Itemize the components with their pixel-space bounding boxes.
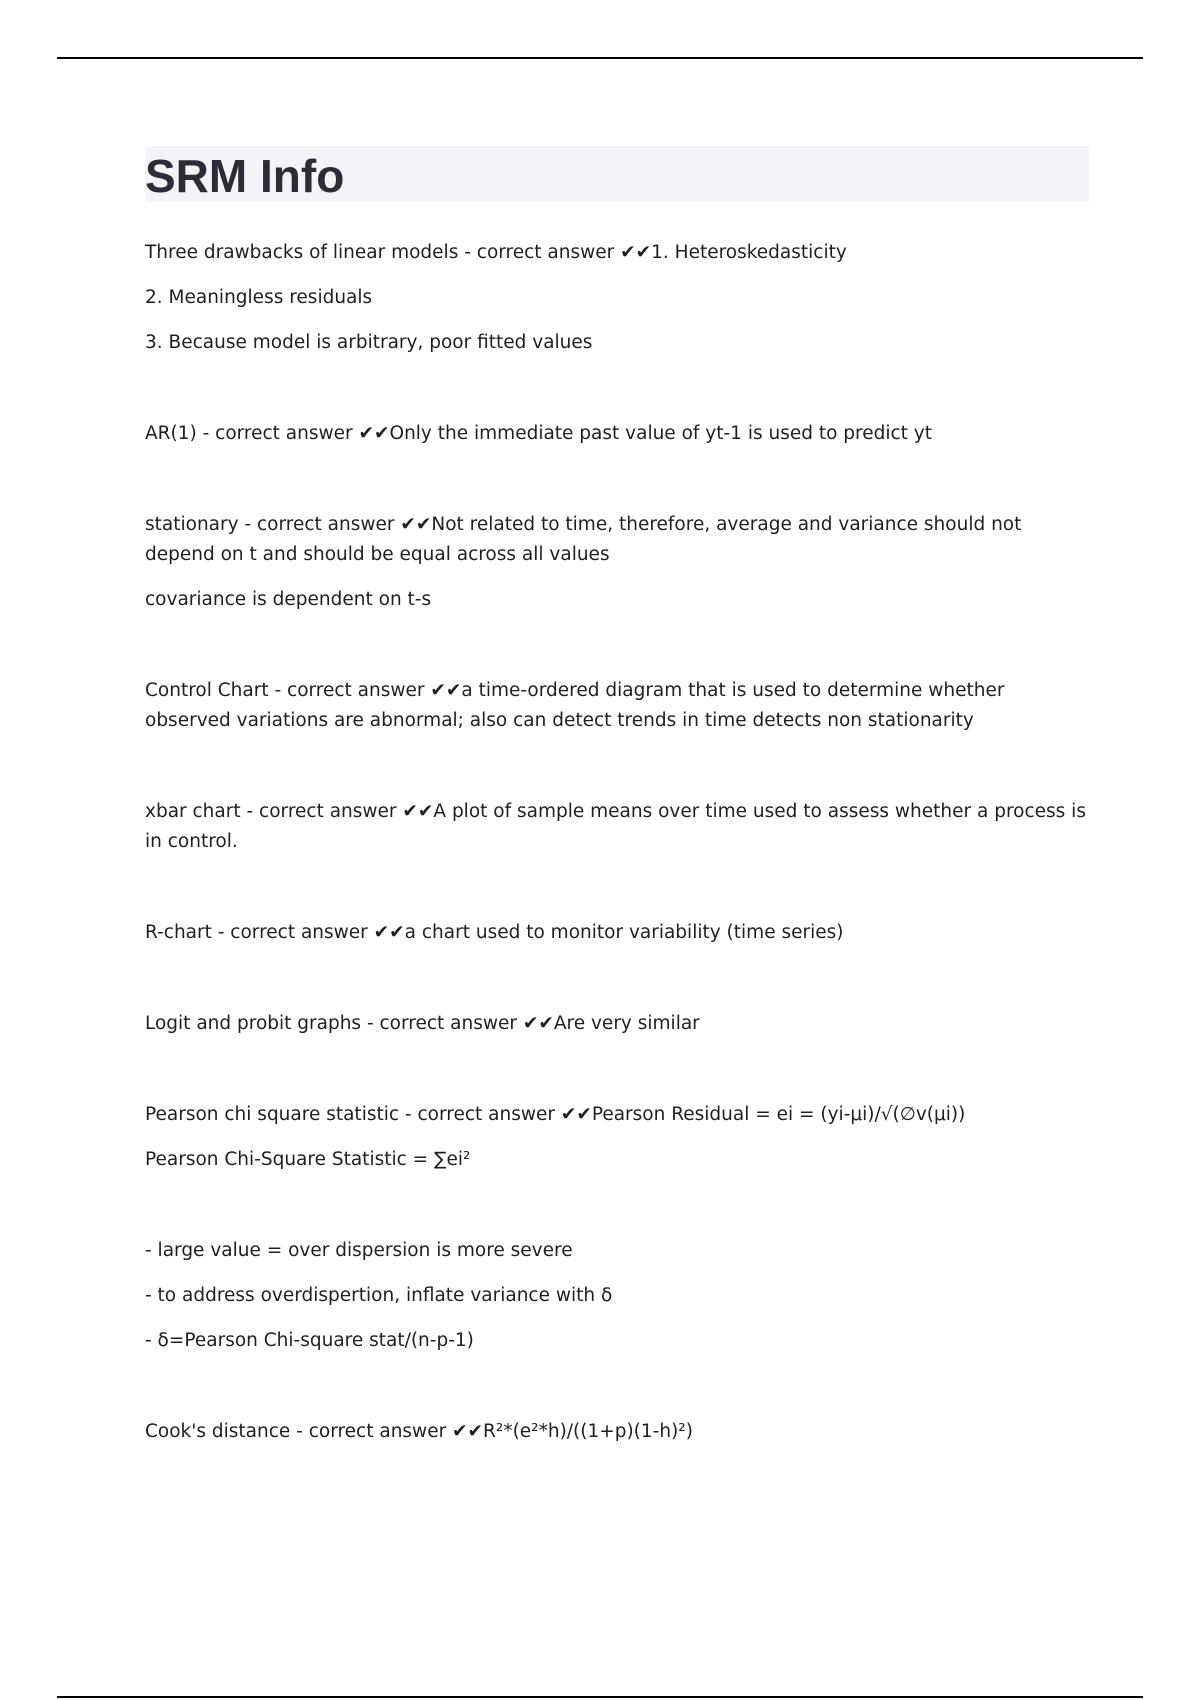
qa-paragraph: Control Chart - correct answer ✔✔a time-ordered diagram that is used to determine whether observed variations are abnormal; also can detect trends in time detects non stationarity [145,680,1005,731]
qa-block-pearson-chi-square [145,1100,1089,1175]
page-title: SRM Info [145,150,345,202]
qa-paragraph: Three drawbacks of linear models - correct answer ✔✔1. Heteroskedasticity [145,242,847,263]
qa-block-stationary [145,510,1089,615]
qa-paragraph: covariance is dependent on t-s [145,589,432,610]
top-rule [57,57,1143,59]
qa-block-control-chart [145,676,1089,736]
qa-block-overdispersion-notes [145,1236,1089,1356]
qa-paragraph: Pearson Chi-Square Statistic = ∑ei² [145,1149,471,1170]
title-banner [145,146,1089,202]
qa-paragraph: Pearson chi square statistic - correct answer ✔✔Pearson Residual = ei = (yi-μi)/√(∅v(μi)) [145,1104,966,1125]
qa-paragraph: stationary - correct answer ✔✔Not related to time, therefore, average and variance should not depend on t and should be equal across all values [145,514,1022,565]
document-content [145,146,1089,1462]
qa-paragraph: R-chart - correct answer ✔✔a chart used to monitor variability (time series) [145,922,844,943]
qa-block-cooks-distance [145,1417,1089,1447]
qa-paragraph: - to address overdispertion, inflate variance with δ [145,1285,613,1306]
qa-paragraph: xbar chart - correct answer ✔✔A plot of sample means over time used to assess whether a process is in control. [145,801,1086,852]
qa-paragraph: 3. Because model is arbitrary, poor fitted values [145,332,593,353]
bottom-rule [57,1696,1143,1698]
qa-block-xbar-chart [145,797,1089,857]
qa-block-r-chart [145,918,1089,948]
qa-paragraph: - large value = over dispersion is more severe [145,1240,573,1261]
qa-block-linear-drawbacks [145,238,1089,358]
qa-paragraph: 2. Meaningless residuals [145,287,373,308]
qa-block-logit-probit [145,1009,1089,1039]
qa-paragraph: - δ=Pearson Chi-square stat/(n-p-1) [145,1330,474,1351]
qa-block-ar1 [145,419,1089,449]
qa-paragraph: Logit and probit graphs - correct answer ✔✔Are very similar [145,1013,700,1034]
qa-paragraph: AR(1) - correct answer ✔✔Only the immediate past value of yt-1 is used to predict yt [145,423,933,444]
qa-paragraph: Cook's distance - correct answer ✔✔R²*(e²*h)/((1+p)(1-h)²) [145,1421,693,1442]
